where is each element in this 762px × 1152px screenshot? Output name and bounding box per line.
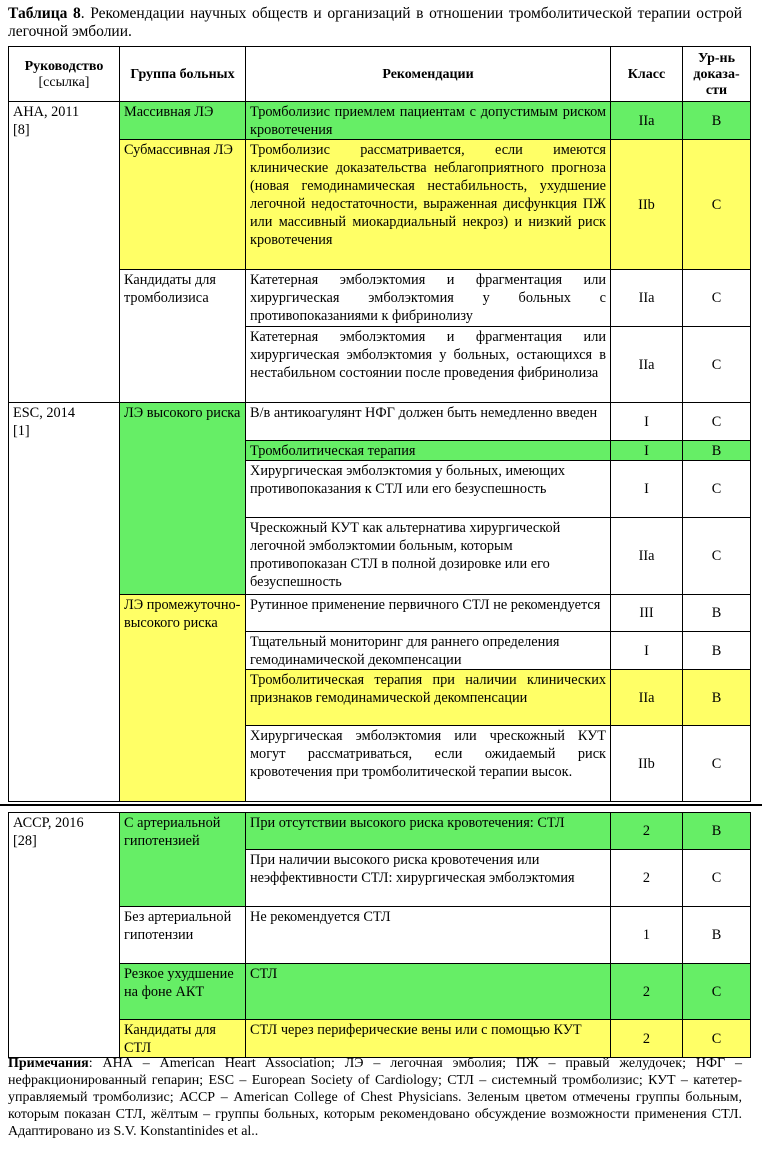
guideline-aha: АНА, 2011 [8] xyxy=(9,102,120,403)
level-cell: B xyxy=(683,907,751,964)
header-group: Группа больных xyxy=(120,47,246,102)
class-cell: 2 xyxy=(611,813,683,850)
group-cell: Субмассивная ЛЭ xyxy=(120,140,246,270)
recommendation-cell: Тщательный мониторинг для раннего определения гемодинамической декомпенсации xyxy=(246,632,611,670)
table-row xyxy=(9,813,751,850)
level-cell: B xyxy=(683,632,751,670)
level-cell: C xyxy=(683,518,751,595)
recommendation-cell: Катетерная эмболэктомия и фрагментация или хирургическая эмболэктомия у больных, остающихся в нестабильном состоянии после проведения фибринолиза xyxy=(246,327,611,403)
group-cell: Кандидаты для тромболизиса xyxy=(120,270,246,403)
level-cell: C xyxy=(683,270,751,327)
class-cell: IIb xyxy=(611,140,683,270)
class-cell: I xyxy=(611,441,683,461)
group-cell: Без артериальной гипотензии xyxy=(120,907,246,964)
section-separator xyxy=(0,804,762,806)
level-cell: C xyxy=(683,327,751,403)
recommendation-cell: Хирургическая эмболэктомия или чрескожный КУТ могут рассматриваться, если ожидаемый риск кровотечения при тромболитической терапии высок. xyxy=(246,726,611,802)
class-cell: 2 xyxy=(611,1020,683,1058)
recommendations-table xyxy=(8,46,751,802)
level-cell: B xyxy=(683,670,751,726)
table-row xyxy=(9,140,751,270)
group-cell: ЛЭ высокого риска xyxy=(120,403,246,595)
level-cell: C xyxy=(683,461,751,518)
recommendation-cell: СТЛ xyxy=(246,964,611,1020)
table-row xyxy=(9,102,751,140)
class-cell: I xyxy=(611,461,683,518)
class-cell: III xyxy=(611,595,683,632)
class-cell: IIa xyxy=(611,327,683,403)
recommendation-cell: Чрескожный КУТ как альтернатива хирургической легочной эмболэктомии больным, которым противопоказан СТЛ в полной дозировке или его безуспешность xyxy=(246,518,611,595)
level-cell: C xyxy=(683,850,751,907)
group-cell: Массивная ЛЭ xyxy=(120,102,246,140)
recommendation-cell: Тромболитическая терапия при наличии клинических признаков гемодинамической декомпенсации xyxy=(246,670,611,726)
level-cell: C xyxy=(683,1020,751,1058)
level-cell: C xyxy=(683,140,751,270)
group-cell: С артериальной гипотензией xyxy=(120,813,246,907)
recommendation-cell: Не рекомендуется СТЛ xyxy=(246,907,611,964)
class-cell: 2 xyxy=(611,964,683,1020)
notes-text: : АНА – American Heart Association; ЛЭ – легочная эмболия; ПЖ – правый желудочек; НФГ – нефракционированный гепарин; ESC – European Society of Cardiology; СТЛ – системный тромболизис; КУТ – катетер-управляемый тромболизис; АССР – American College of Chest Physicians. Зеленым цветом отмечены группы больным, которым показан СТЛ, жёлтым – группы больных, которым рекомендовано обсуждение возможности применения СТЛ. Адаптировано из S.V. Konstantinides et al.. xyxy=(8,1056,742,1139)
table-row xyxy=(9,270,751,327)
caption-label: Таблица 8 xyxy=(8,5,81,22)
class-cell: I xyxy=(611,403,683,441)
class-cell: IIa xyxy=(611,518,683,595)
header-guideline: Руководство [ссылка] xyxy=(9,47,120,102)
table-row xyxy=(9,1020,751,1058)
recommendation-cell: В/в антикоагулянт НФГ должен быть немедленно введен xyxy=(246,403,611,441)
recommendation-cell: Рутинное применение первичного СТЛ не рекомендуется xyxy=(246,595,611,632)
guideline-esc: ESC, 2014 [1] xyxy=(9,403,120,802)
table-row xyxy=(9,403,751,441)
level-cell: B xyxy=(683,813,751,850)
table-row xyxy=(9,595,751,632)
table-notes xyxy=(8,1055,742,1140)
recommendation-cell: Катетерная эмболэктомия и фрагментация или хирургическая эмболэктомия у больных с противопоказаниями к фибринолизу xyxy=(246,270,611,327)
recommendations-table-accp xyxy=(8,812,751,1058)
class-cell: IIa xyxy=(611,102,683,140)
table-row xyxy=(9,964,751,1020)
recommendation-cell: Тромболизис приемлем пациентам с допустимым риском кровотечения xyxy=(246,102,611,140)
header-class: Класс xyxy=(611,47,683,102)
recommendation-cell: СТЛ через периферические вены или с помощью КУТ xyxy=(246,1020,611,1058)
header-row xyxy=(9,47,751,102)
group-cell: ЛЭ промежуточно-высокого риска xyxy=(120,595,246,802)
level-cell: B xyxy=(683,102,751,140)
level-cell: C xyxy=(683,726,751,802)
class-cell: 1 xyxy=(611,907,683,964)
guideline-accp: АССР, 2016 [28] xyxy=(9,813,120,1058)
level-cell: C xyxy=(683,964,751,1020)
table-caption xyxy=(8,5,742,41)
header-recommendations: Рекомендации xyxy=(246,47,611,102)
recommendation-cell: При отсутствии высокого риска кровотечения: СТЛ xyxy=(246,813,611,850)
table-row xyxy=(9,907,751,964)
level-cell: B xyxy=(683,441,751,461)
header-level: Ур-нь доказа-сти xyxy=(683,47,751,102)
caption-text: . Рекомендации научных обществ и организаций в отношении тромболитической терапии острой легочной эмболии. xyxy=(8,5,742,40)
class-cell: IIa xyxy=(611,270,683,327)
class-cell: IIb xyxy=(611,726,683,802)
level-cell: B xyxy=(683,595,751,632)
group-cell: Кандидаты для СТЛ xyxy=(120,1020,246,1058)
recommendation-cell: Тромболитическая терапия xyxy=(246,441,611,461)
class-cell: I xyxy=(611,632,683,670)
notes-label: Примечания xyxy=(8,1056,89,1071)
recommendation-cell: Хирургическая эмболэктомия у больных, имеющих противопоказания к СТЛ или его безуспешность xyxy=(246,461,611,518)
class-cell: 2 xyxy=(611,850,683,907)
recommendation-cell: При наличии высокого риска кровотечения или неэффективности СТЛ: хирургическая эмболэктомия xyxy=(246,850,611,907)
recommendation-cell: Тромболизис рассматривается, если имеются клинические доказательства неблагоприятного прогноза (новая гемодинамическая нестабильность, ухудшение легочной недостаточности, выраженная дисфункция ПЖ или массивный миокардиальный некроз) и низкий риск кровотечения xyxy=(246,140,611,270)
level-cell: C xyxy=(683,403,751,441)
class-cell: IIa xyxy=(611,670,683,726)
group-cell: Резкое ухудшение на фоне АКТ xyxy=(120,964,246,1020)
